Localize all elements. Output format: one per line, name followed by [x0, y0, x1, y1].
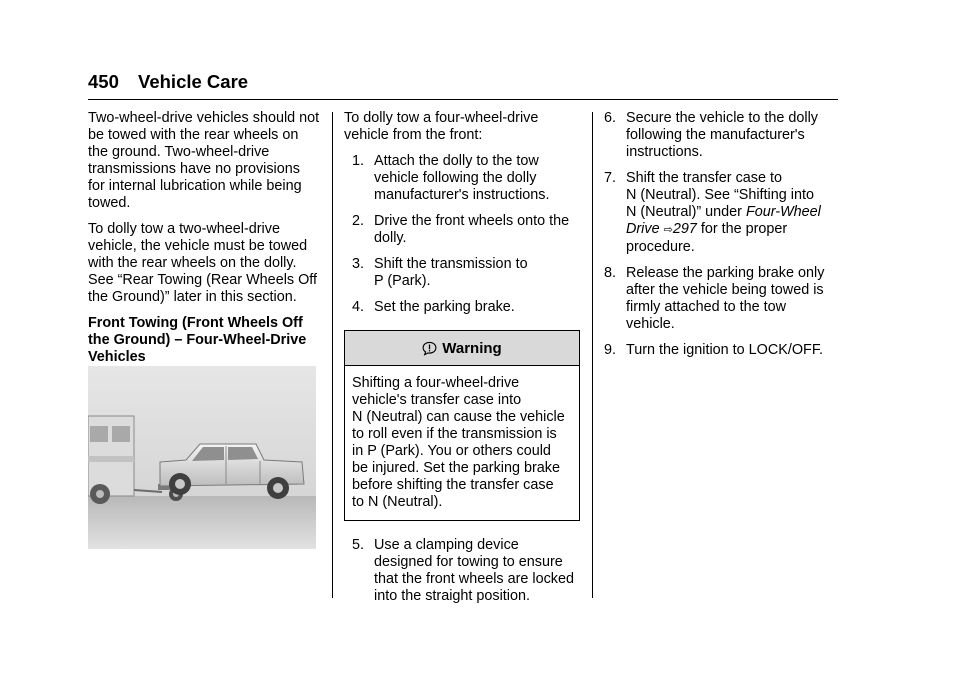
- paragraph-dolly-two-wheel: To dolly tow a two-wheel-drive vehicle, the vehicle must be towed with the rear wheels on the dolly. See “Rear Towing (Rear Wheels Off the Ground)” later in this section.: [88, 221, 318, 305]
- steps-list-final: [604, 110, 844, 359]
- warning-title: Warning: [442, 339, 502, 357]
- list-item: 5. Use a clamping device designed for towing to ensure that the front wheels are locked into the straight position.: [352, 537, 574, 604]
- paragraph-intro: To dolly tow a four-wheel-drive vehicle from the front:: [344, 110, 539, 143]
- list-item: 2. Drive the front wheels onto the dolly.: [352, 213, 570, 246]
- column-2: [344, 110, 580, 614]
- warning-icon: [422, 341, 437, 356]
- warning-box: [344, 330, 580, 521]
- warning-header: [345, 331, 579, 366]
- list-item: 4. Set the parking brake.: [352, 299, 515, 315]
- list-item: 7. Shift the transfer case to N (Neutral). See “Shifting into N (Neutral)” under Four-Wheel Drive ⇨297 for the proper procedure.: [604, 170, 821, 255]
- cross-reference-link[interactable]: Four-Wheel: [745, 204, 821, 220]
- page-number: 450: [88, 71, 119, 92]
- cross-reference-link-cont[interactable]: Drive: [626, 221, 660, 237]
- section-heading: Front Towing (Front Wheels Off the Ground) – Four-Wheel-Drive Vehicles: [88, 315, 307, 365]
- list-item: 8. Release the parking brake only after the vehicle being towed is firmly attached to the tow vehicle.: [604, 265, 825, 332]
- column-3: [604, 110, 844, 368]
- page-reference[interactable]: 297: [672, 221, 697, 237]
- list-item: 1. Attach the dolly to the tow vehicle following the dolly manufacturer's instructions.: [352, 153, 550, 203]
- towing-illustration: [88, 366, 316, 549]
- section-title: Vehicle Care: [138, 71, 249, 92]
- header-rule: [88, 99, 838, 100]
- column-1: [88, 110, 326, 375]
- column-divider-2: [592, 112, 593, 598]
- list-item: 6. Secure the vehicle to the dolly following the manufacturer's instructions.: [604, 110, 818, 160]
- page-reference-arrow-icon: ⇨: [663, 224, 673, 236]
- list-item: 3. Shift the transmission to P (Park).: [352, 256, 528, 289]
- page-header: [88, 71, 248, 93]
- column-divider-1: [332, 112, 333, 598]
- steps-list-continued: [344, 537, 580, 605]
- steps-list: [344, 153, 580, 316]
- list-item: 9. Turn the ignition to LOCK/OFF.: [604, 342, 824, 358]
- paragraph-rear-wheels: Two-wheel-drive vehicles should not be towed with the rear wheels on the ground. Two-wheel-drive transmissions have no provisions for internal lubrication while being towed.: [88, 110, 320, 211]
- warning-body: Shifting a four-wheel-drive vehicle's transfer case into N (Neutral) can cause the vehicle to roll even if the transmission is in P (Park). You or others could be injured. Set the parking brake before shifting the transfer case to N (Neutral).: [352, 375, 565, 510]
